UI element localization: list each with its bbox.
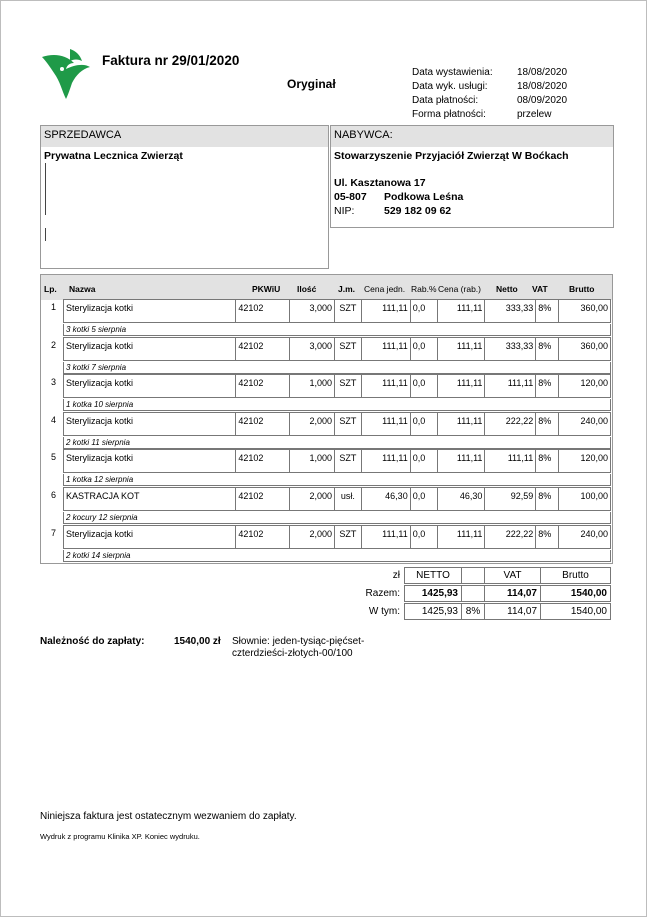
totals-vat-header: VAT xyxy=(484,567,541,584)
cell-net: 222,22 xyxy=(485,413,536,435)
cell-price: 46,30 xyxy=(362,488,411,510)
row-cells xyxy=(63,449,611,473)
buyer-box xyxy=(330,125,614,228)
buyer-address xyxy=(331,176,613,218)
row-note: 3 kotki 7 sierpnia xyxy=(63,362,611,374)
cell-name: Sterylizacja kotki xyxy=(64,375,236,397)
row-cells xyxy=(63,299,611,323)
table-row xyxy=(41,525,612,563)
amount-due-value: 1540,00 zł xyxy=(174,636,221,647)
cell-vat: 8% xyxy=(536,413,559,435)
cell-disc: 0,0 xyxy=(411,413,438,435)
meta-value: 18/08/2020 xyxy=(517,81,568,92)
col-gross: Brutto xyxy=(569,284,595,294)
seller-heading: SPRZEDAWCA xyxy=(41,126,328,147)
cell-gross: 240,00 xyxy=(580,528,608,539)
row-lp: 3 xyxy=(51,377,57,388)
row-cells xyxy=(63,337,611,361)
cell-qty: 3,000 xyxy=(290,338,335,360)
cell-name: Sterylizacja kotki xyxy=(64,450,236,472)
col-disc: Rab.% xyxy=(411,284,437,294)
table-row xyxy=(41,299,612,337)
cell-name: Sterylizacja kotki xyxy=(64,300,236,322)
footer-printout: Wydruk z programu Klinika XP. Koniec wydruku. xyxy=(40,832,200,841)
buyer-nip: 529 182 09 62 xyxy=(384,205,452,217)
cell-price-disc: 111,11 xyxy=(438,413,486,435)
cell-price: 111,11 xyxy=(362,526,411,548)
cell-price-disc: 111,11 xyxy=(438,526,486,548)
cell-price: 111,11 xyxy=(362,413,411,435)
cell-net: 111,11 xyxy=(485,450,536,472)
col-price-disc: Cena (rab.) xyxy=(438,284,481,294)
table-row xyxy=(41,487,612,525)
cell-unit: SZT xyxy=(335,300,362,322)
cell-name: KASTRACJA KOT xyxy=(64,488,236,510)
col-price: Cena jedn. xyxy=(364,284,406,294)
clinic-logo-icon xyxy=(40,47,92,99)
col-net: Netto xyxy=(496,284,518,294)
meta-value: 18/08/2020 xyxy=(517,67,568,78)
cell-pkwiu: 42102 xyxy=(236,338,290,360)
cell-price-disc: 111,11 xyxy=(438,300,486,322)
meta-key: Data wyk. usługi: xyxy=(412,81,488,92)
totals-incl-rate: 8% xyxy=(461,603,485,620)
cell-price: 111,11 xyxy=(362,300,411,322)
cell-price: 111,11 xyxy=(362,338,411,360)
invoice-meta xyxy=(412,66,567,122)
cell-price: 111,11 xyxy=(362,450,411,472)
seller-redacted-lines xyxy=(41,163,328,241)
cell-net: 111,11 xyxy=(485,375,536,397)
cell-gross: 120,00 xyxy=(580,453,608,464)
col-unit: J.m. xyxy=(338,284,356,294)
row-note: 2 kocury 12 sierpnia xyxy=(63,512,611,524)
cell-vat: 8% xyxy=(536,488,559,510)
cell-disc: 0,0 xyxy=(411,338,438,360)
cell-price-disc: 46,30 xyxy=(438,488,486,510)
totals-incl-label: W tym: xyxy=(368,606,400,617)
cell-vat: 8% xyxy=(536,450,559,472)
cell-unit: SZT xyxy=(335,526,362,548)
footer-notice: Niniejsza faktura jest ostatecznym wezwaniem do zapłaty. xyxy=(40,811,297,822)
cell-price-disc: 111,11 xyxy=(438,375,486,397)
cell-vat: 8% xyxy=(536,526,559,548)
col-pkwiu: PKWiU xyxy=(252,284,281,294)
col-name: Nazwa xyxy=(69,284,96,294)
cell-gross: 120,00 xyxy=(580,378,608,389)
cell-unit: SZT xyxy=(335,413,362,435)
copy-label: Oryginał xyxy=(287,77,336,91)
row-lp: 7 xyxy=(51,527,57,538)
cell-price: 111,11 xyxy=(362,375,411,397)
cell-disc: 0,0 xyxy=(411,300,438,322)
totals-sum-label: Razem: xyxy=(365,588,400,599)
col-vat: VAT xyxy=(532,284,548,294)
cell-net: 92,59 xyxy=(485,488,536,510)
row-lp: 6 xyxy=(51,490,57,500)
meta-key: Data wystawienia: xyxy=(412,67,493,78)
cell-pkwiu: 42102 xyxy=(236,300,290,322)
cell-pkwiu: 42102 xyxy=(236,526,290,548)
meta-value: 08/09/2020 xyxy=(517,95,568,106)
meta-value: przelew xyxy=(517,109,552,120)
cell-qty: 1,000 xyxy=(290,450,335,472)
col-lp: Lp. xyxy=(44,284,57,294)
cell-pkwiu: 42102 xyxy=(236,488,290,510)
table-row xyxy=(41,449,612,487)
totals-sum-vat: 114,07 xyxy=(484,585,541,602)
amount-in-words: Słownie: jeden-tysiąc-pięćset-czterdzieści-złotych-00/100 xyxy=(232,636,365,659)
cell-pkwiu: 42102 xyxy=(236,450,290,472)
cell-vat: 8% xyxy=(536,300,559,322)
cell-gross: 360,00 xyxy=(580,340,608,351)
cell-unit: SZT xyxy=(335,338,362,360)
cell-qty: 1,000 xyxy=(290,375,335,397)
totals-sum-net: 1425,93 xyxy=(404,585,462,602)
buyer-heading: NABYWCA: xyxy=(331,126,613,147)
totals-gross-header: Brutto xyxy=(540,567,611,584)
buyer-name: Stowarzyszenie Przyjaciół Zwierząt W Boćkach xyxy=(334,150,569,162)
cell-pkwiu: 42102 xyxy=(236,375,290,397)
cell-qty: 2,000 xyxy=(290,488,335,510)
cell-gross: 360,00 xyxy=(580,303,608,313)
items-header xyxy=(40,274,613,300)
cell-name: Sterylizacja kotki xyxy=(64,526,236,548)
row-lp: 2 xyxy=(51,339,57,350)
row-cells xyxy=(63,487,611,511)
row-lp: 5 xyxy=(51,452,57,463)
cell-unit: usł. xyxy=(335,488,362,510)
row-cells xyxy=(63,525,611,549)
cell-vat: 8% xyxy=(536,375,559,397)
row-lp: 4 xyxy=(51,414,57,425)
cell-gross: 240,00 xyxy=(580,415,608,426)
buyer-postcode: 05-807 xyxy=(334,191,367,203)
cell-disc: 0,0 xyxy=(411,375,438,397)
amount-due-label: Należność do zapłaty: xyxy=(40,636,145,647)
table-row xyxy=(41,337,612,375)
row-note: 3 kotki 5 sierpnia xyxy=(63,324,611,336)
meta-key: Data płatności: xyxy=(412,95,479,106)
cell-pkwiu: 42102 xyxy=(236,413,290,435)
cell-qty: 3,000 xyxy=(290,300,335,322)
cell-net: 333,33 xyxy=(485,300,536,322)
cell-name: Sterylizacja kotki xyxy=(64,338,236,360)
table-row xyxy=(41,374,612,412)
meta-key: Forma płatności: xyxy=(412,109,486,120)
seller-name: Prywatna Lecznica Zwierząt xyxy=(44,150,183,162)
cell-net: 222,22 xyxy=(485,526,536,548)
cell-disc: 0,0 xyxy=(411,526,438,548)
cell-net: 333,33 xyxy=(485,338,536,360)
cell-disc: 0,0 xyxy=(411,488,438,510)
invoice-title: Faktura nr 29/01/2020 xyxy=(102,53,240,68)
items-table xyxy=(40,299,613,564)
cell-unit: SZT xyxy=(335,375,362,397)
totals-sum-gross: 1540,00 xyxy=(540,585,611,602)
row-lp: 1 xyxy=(51,302,57,312)
cell-price-disc: 111,11 xyxy=(438,450,486,472)
row-cells xyxy=(63,374,611,398)
cell-gross: 100,00 xyxy=(580,491,608,501)
buyer-nip-label: NIP: xyxy=(334,205,355,217)
row-cells xyxy=(63,412,611,436)
col-qty: Ilość xyxy=(297,284,317,294)
cell-name: Sterylizacja kotki xyxy=(64,413,236,435)
cell-qty: 2,000 xyxy=(290,413,335,435)
seller-box xyxy=(40,125,329,269)
totals-currency: zł xyxy=(392,570,400,581)
totals-incl-gross: 1540,00 xyxy=(540,603,611,620)
totals-incl-vat: 114,07 xyxy=(484,603,541,620)
row-note: 2 kotki 11 sierpnia xyxy=(63,437,611,449)
cell-disc: 0,0 xyxy=(411,450,438,472)
cell-vat: 8% xyxy=(536,338,559,360)
buyer-street: Ul. Kasztanowa 17 xyxy=(334,177,426,189)
table-row xyxy=(41,412,612,450)
row-note: 2 kotki 14 sierpnia xyxy=(63,550,611,562)
cell-unit: SZT xyxy=(335,450,362,472)
row-note: 1 kotka 10 sierpnia xyxy=(63,399,611,411)
cell-price-disc: 111,11 xyxy=(438,338,486,360)
totals-incl-net: 1425,93 xyxy=(404,603,462,620)
row-note: 1 kotka 12 sierpnia xyxy=(63,474,611,486)
buyer-city: Podkowa Leśna xyxy=(384,191,464,203)
totals-net-header: NETTO xyxy=(404,567,462,584)
cell-qty: 2,000 xyxy=(290,526,335,548)
